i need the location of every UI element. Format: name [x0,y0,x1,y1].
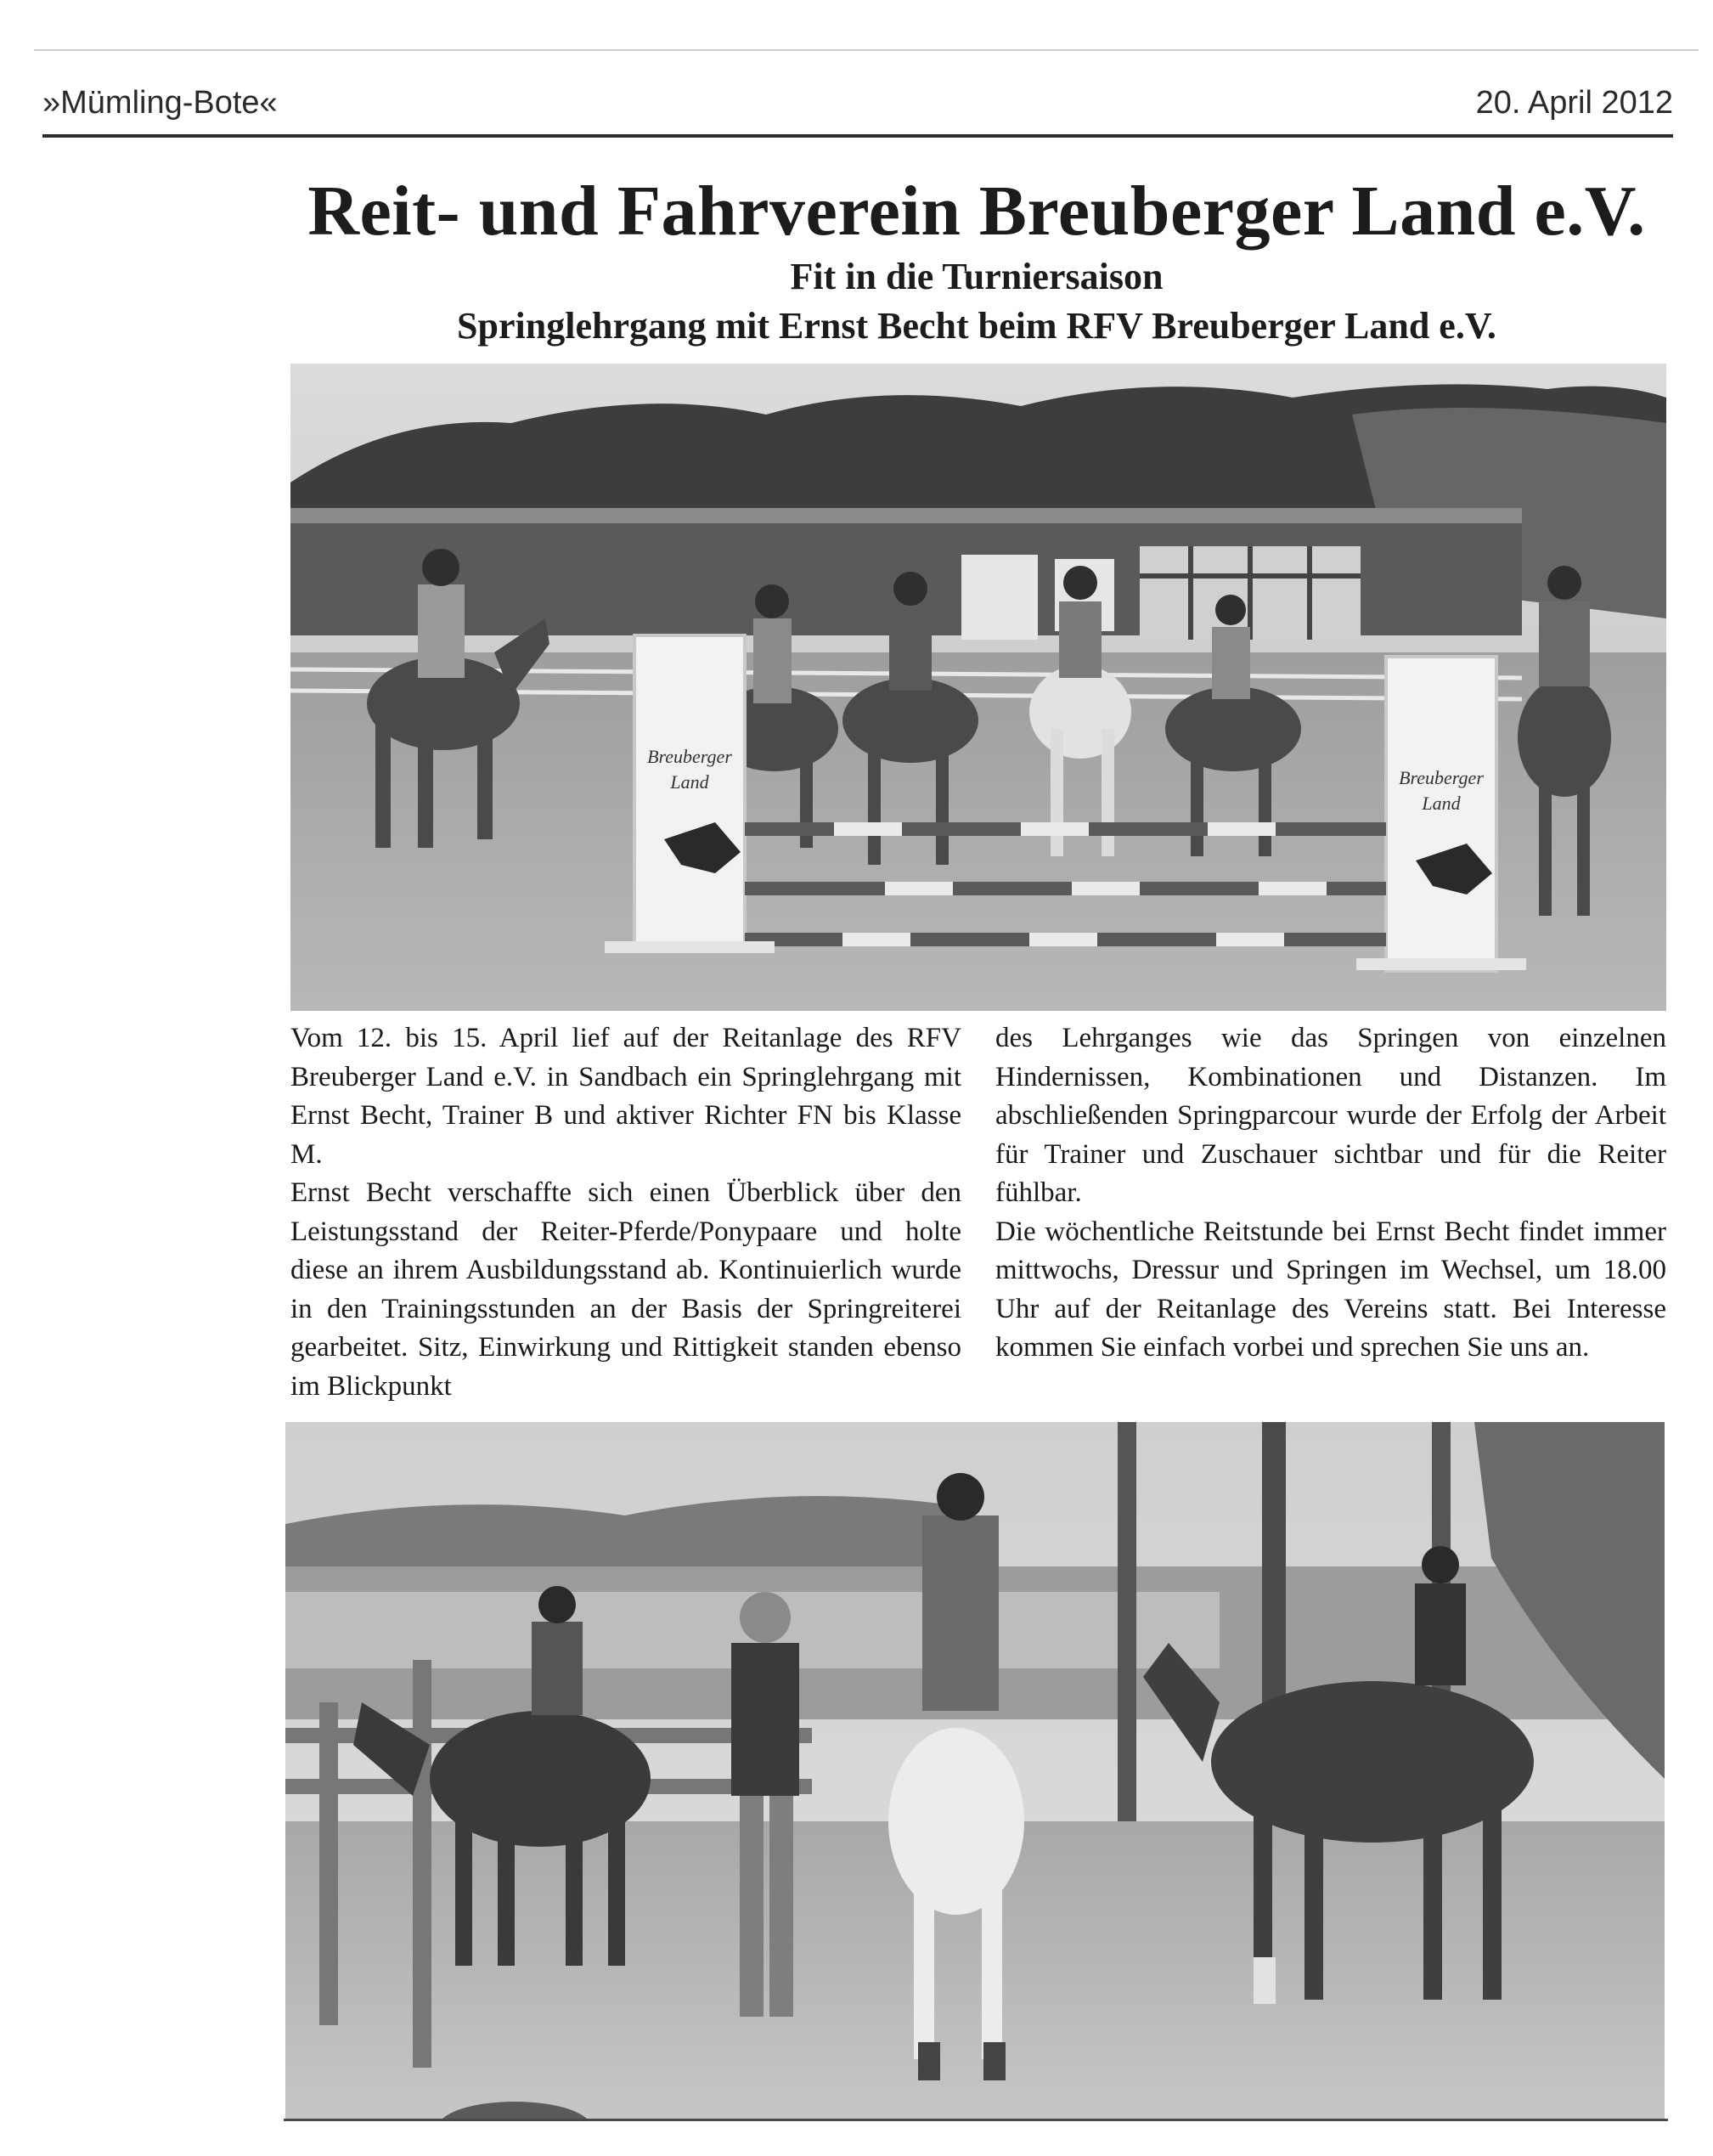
training-session-photo [285,1422,1665,2119]
scan-edge [34,49,1699,51]
issue-date: 20. April 2012 [1475,85,1673,121]
paragraph: des Lehrganges wie das Springen von einzelnen Hindernissen, Kombinationen und Distanzen. Im abschließenden Springparcour wurde der Erfolg der Arbeit für Trainer und Zuschauer sichtbar und für die Reiter fühlbar. [995,1023,1666,1208]
riders-group-photo [290,364,1666,1011]
newspaper-name: »Mümling-Bote« [42,85,278,121]
riders-group-illustration [290,364,1666,1011]
article-headline: Reit- und Fahrverein Breuberger Land e.V. [307,172,1646,251]
standard-label-left-bottom: Land [670,771,709,793]
article-subheadline-2: Springlehrgang mit Ernst Becht beim RFV Breuberger Land e.V. [457,305,1496,347]
article-subheadline: Fit in die Turniersaison [790,256,1164,297]
standard-label-left-top: Breuberger [647,746,732,767]
bottom-rule [284,2119,1668,2121]
masthead [42,78,1673,138]
standard-label-right-top: Breuberger [1399,767,1484,788]
masthead-rule [42,134,1673,138]
article-column-right [995,1019,1666,1368]
standard-label-right-bottom: Land [1422,793,1461,814]
article-column-left [290,1019,961,1406]
paragraph: Die wöchentliche Reitstunde bei Ernst Becht findet immer mittwochs, Dressur und Springen im Wechsel, um 18.00 Uhr auf der Reitanlage des Vereins statt. Bei Interesse kommen Sie einfach vorbei und sprechen Sie uns an. [995,1216,1666,1363]
paragraph: Vom 12. bis 15. April lief auf der Reitanlage des RFV Breuberger Land e.V. in Sandbach ein Springlehrgang mit Ernst Becht, Trainer B und aktiver Richter FN bis Klasse M. [290,1023,961,1170]
paragraph: Ernst Becht verschaffte sich einen Überblick über den Leistungsstand der Reiter-Pferde/Ponypaare und holte diese an ihrem Ausbildungsstand ab. Kontinuierlich wurde in den Trainingsstunden an der Basis der Springreiterei gearbeitet. Sitz, Einwirkung und Rittigkeit standen ebenso im Blickpunkt [290,1177,961,1402]
training-session-illustration [285,1422,1665,2119]
